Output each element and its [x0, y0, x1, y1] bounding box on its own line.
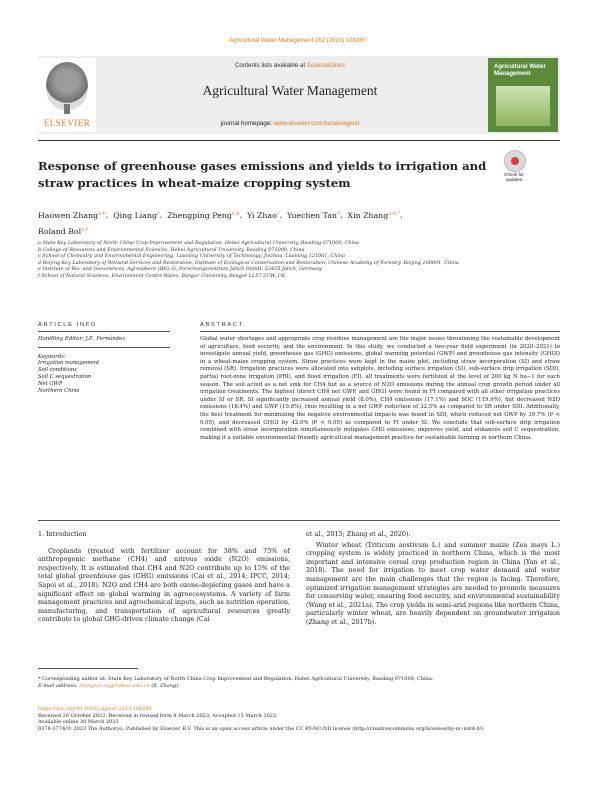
publication-details — [38, 706, 558, 732]
article-info-column — [38, 322, 170, 394]
sciencedirect-link[interactable]: ScienceDirect — [306, 62, 346, 69]
author[interactable]: Qing Liang$^c$ — [113, 210, 160, 220]
author[interactable]: Zhengping Peng$^{a,b}$ — [167, 210, 240, 220]
author[interactable]: Yuechen Tan$^d$ — [287, 210, 341, 220]
cover-image — [496, 86, 550, 126]
contents-prefix: Contents lists available at — [234, 62, 307, 69]
license-note: 0378-3774/© 2023 The Author(s). Published by Elsevier B.V. This is an open access article under the CC BY-NC-ND license (http://creativecommons.org/licenses/by-nc-nd/4.0/). — [38, 725, 485, 732]
editor-divider — [38, 347, 170, 348]
body-paragraph: Croplands (treated with fertilizer account for 38% and 75% of anthropogenic methane (CH4) and nitrous oxide (N2O) emissions, respectively. It is estimated that CH4 and N2O contribute up to 15% of the total global greenhouse gas (GHG) emissions (Cai et al., 2014; IPCC, 2014; Sapoi et al., 2018). N2O and CH4 are both ozone-depleting gases and have a significant effect on global warming in agroecosystems. A variety of farm management practices and agrochemical inputs, such as nutrition operation, manufacturing, and transportation of agricultural resources greatly contribute to global GHG-driven climate change (Cai — [38, 546, 290, 624]
crossmark-label: Check for updates — [504, 172, 524, 183]
keyword[interactable]: Irrigation management — [38, 360, 100, 367]
header-divider — [38, 140, 560, 141]
email-label: E-mail address: — [38, 682, 80, 689]
journal-name: Agricultural Water Management — [202, 83, 378, 98]
affiliations — [38, 240, 558, 279]
abstract-column — [200, 322, 560, 442]
body-right-column — [306, 530, 560, 627]
body-paragraph: Winter wheat (Triticum aestivum L.) and summer maize (Zea mays L.) cropping system is widely practiced in northern China, which is the most important and intensive cereal crop production region in China (Yan et al., 2018). The need for irrigation to meet crop water demand and water management are the main challenges that the region is facing. Therefore, optimized irrigation management strategies are needed to promote measures for conserving water, ensuring food security, and environmental sustainability (Wang et al., 2021a). The crop yields in semi-arid regions like northern China, particularly winter wheat, are heavily dependent on groundwater irrigation (Zhang et al., 2017b). — [306, 540, 560, 626]
abstract-text: Global water shortages and appropriate crop residues management are the major issues threatening the sustainable development of agriculture, food security, and the environment. In this study, we conducted a two-year field experiment (in 2020–2021) to investigate annual yield, greenhouse gas (GHG) emissions, global warming potential (GWP) and greenhouse gas intensity (GHGI) in a wheat-maize cropping system. Straw practices were kept in the maize plot, including straw incorporation (SI) and straw removal (SR). Irrigation practices were allocated into subplots, including surface irrigation (SI), sub-surface drip irrigation (SDI), partial root-zone irrigation (PRI), and flood irrigation (FI), all treatments were fertilized at the level of 200 kg N ha−1 for each season. The soil acted as a net sink for CH4 but as a source of N2O emissions during the annual crop growth period under all irrigation treatments. The highest (direct CH4 net GWP, and GHGI were found in FI compared with all other irrigation practices under SI or SR. SI significantly increased annual yield (8.0%), CH4 emissions (17.1%) and SOC (119.9%), but decreased N2O emissions (18.4%) and GWP (19.8%), thus resulting in a net GWP reduction of 32.5% as compared to SR under SDI. Additionally, the best treatment for minimizing the negative environmental impacts was found in SDI, which reduced net GWP by 39.7% (P < 0.05), and decreased GHGI by 42.0% (P < 0.05) as compared to FI under SI. We conclude that sub-surface drip irrigation combined with straw incorporation simultaneously mitigates GHG emissions, improves yield, and enhances soil C sequestration, making it a suitable environmental-friendly agricultural management practice for sustainable farming in northern China. — [200, 336, 560, 441]
cover-title: Agricultural Water Management — [494, 64, 546, 77]
affiliation: e Institute of Bio- and Geosciences, Agrosphere (IBG-3), Forschungszentrum Jülich GmbH, 52425 Jülich, Germany — [38, 266, 322, 272]
keywords-heading: Keywords: — [38, 354, 66, 361]
affiliation: c School of Chemistry and Environmental Engineering, Liaoning University of Technology, Jinzhou, Liaoning 121001, China — [38, 253, 345, 259]
footnote — [38, 676, 558, 689]
article-info-heading: ARTICLE INFO — [38, 322, 98, 328]
author[interactable]: Yi Zhao$^c$ — [247, 210, 280, 220]
email-link[interactable]: zhangxin.zxj@hebau.edu.cn — [79, 682, 150, 689]
article-title: Response of greenhouse gases emissions and yields to irrigation and straw practices in wheat-maize cropping system — [38, 159, 487, 190]
homepage-prefix: journal homepage: — [220, 120, 274, 127]
author[interactable]: Xin Zhang$^{a,b,*}$ — [347, 210, 401, 220]
email-line — [38, 683, 558, 690]
contents-line — [100, 62, 480, 69]
tree-trunk — [64, 104, 70, 114]
handling-editor: Handling Editor: J.E. Fernández — [38, 336, 126, 342]
crossmark-badge[interactable] — [500, 150, 528, 188]
body-left-column — [38, 530, 290, 624]
publisher-name: ELSEVIER — [43, 118, 91, 128]
affiliation: b College of Resources and Environmental Sciences, Hebei Agricultural University, Baoding 071000, China — [38, 246, 305, 253]
journal-cover[interactable] — [488, 58, 558, 132]
keyword[interactable]: Soil C sequestration — [38, 374, 92, 380]
info-divider — [38, 331, 170, 332]
keyword[interactable]: Northern China — [38, 387, 80, 394]
corresponding-author-note: * Corresponding author at: State Key Laboratory of North China Crop Improvement and Regulation, Hebei Agricultural University, Baoding 071000, China. — [38, 676, 434, 682]
abstract-divider — [200, 331, 560, 332]
elsevier-logo[interactable] — [38, 58, 96, 132]
body-continuation: et al., 2015; Zhang et al., 2020). — [306, 530, 411, 538]
available-online: Available online 20 March 2023 — [38, 719, 119, 726]
keyword[interactable]: Net GWP — [38, 380, 63, 387]
affiliation: a State Key Laboratory of North China Crop Improvement and Regulation, Hebei Agricultural University, Baoding 071000, China — [38, 240, 360, 246]
author[interactable]: Roland Bol$^{e,f}$ — [38, 226, 88, 237]
section-heading: 1. Introduction — [38, 530, 87, 538]
keyword[interactable]: Soil conditions — [38, 367, 77, 374]
received-dates: Received 20 October 2022; Received in revised form 8 March 2023; Accepted 15 March 2023 — [38, 712, 277, 719]
homepage-line — [100, 120, 480, 127]
email-suffix: (X. Zhang). — [149, 682, 180, 689]
crossmark-icon — [504, 150, 526, 172]
affiliation: d Beijing Key Laboratory of Wetland Services and Restoration, Institute of Ecological Conservation and Restoration, Chinese Academy of Forestry, Beijing 100091, China — [38, 259, 459, 266]
author[interactable]: Haowen Zhang$^{a,b}$ — [38, 210, 106, 220]
homepage-link[interactable]: www.elsevier.com/locate/agwat — [273, 120, 360, 127]
journal-reference[interactable]: Agricultural Water Management 282 (2023) 108280 — [229, 38, 366, 44]
author-list: Haowen Zhang$^{a,b}$, Qing Liang$^c$, Zhengping Peng$^{a,b}$, Yi Zhao$^c$, Yuechen Tan$^d$, Xin Zhang$^{a,b,*}$, Roland Bol$^{e,f}$ — [38, 210, 403, 237]
abstract-heading: ABSTRACT — [200, 322, 244, 328]
affiliation: f School of Natural Sciences, Environment Centre Wales, Bangor University, Bangor LL57 2UW, UK — [38, 272, 286, 279]
footnote-divider — [38, 668, 138, 669]
tree-icon — [46, 62, 88, 110]
doi-link[interactable]: https://doi.org/10.1016/j.agwat.2023.108280 — [38, 706, 152, 712]
abstract-end-divider — [38, 520, 560, 521]
